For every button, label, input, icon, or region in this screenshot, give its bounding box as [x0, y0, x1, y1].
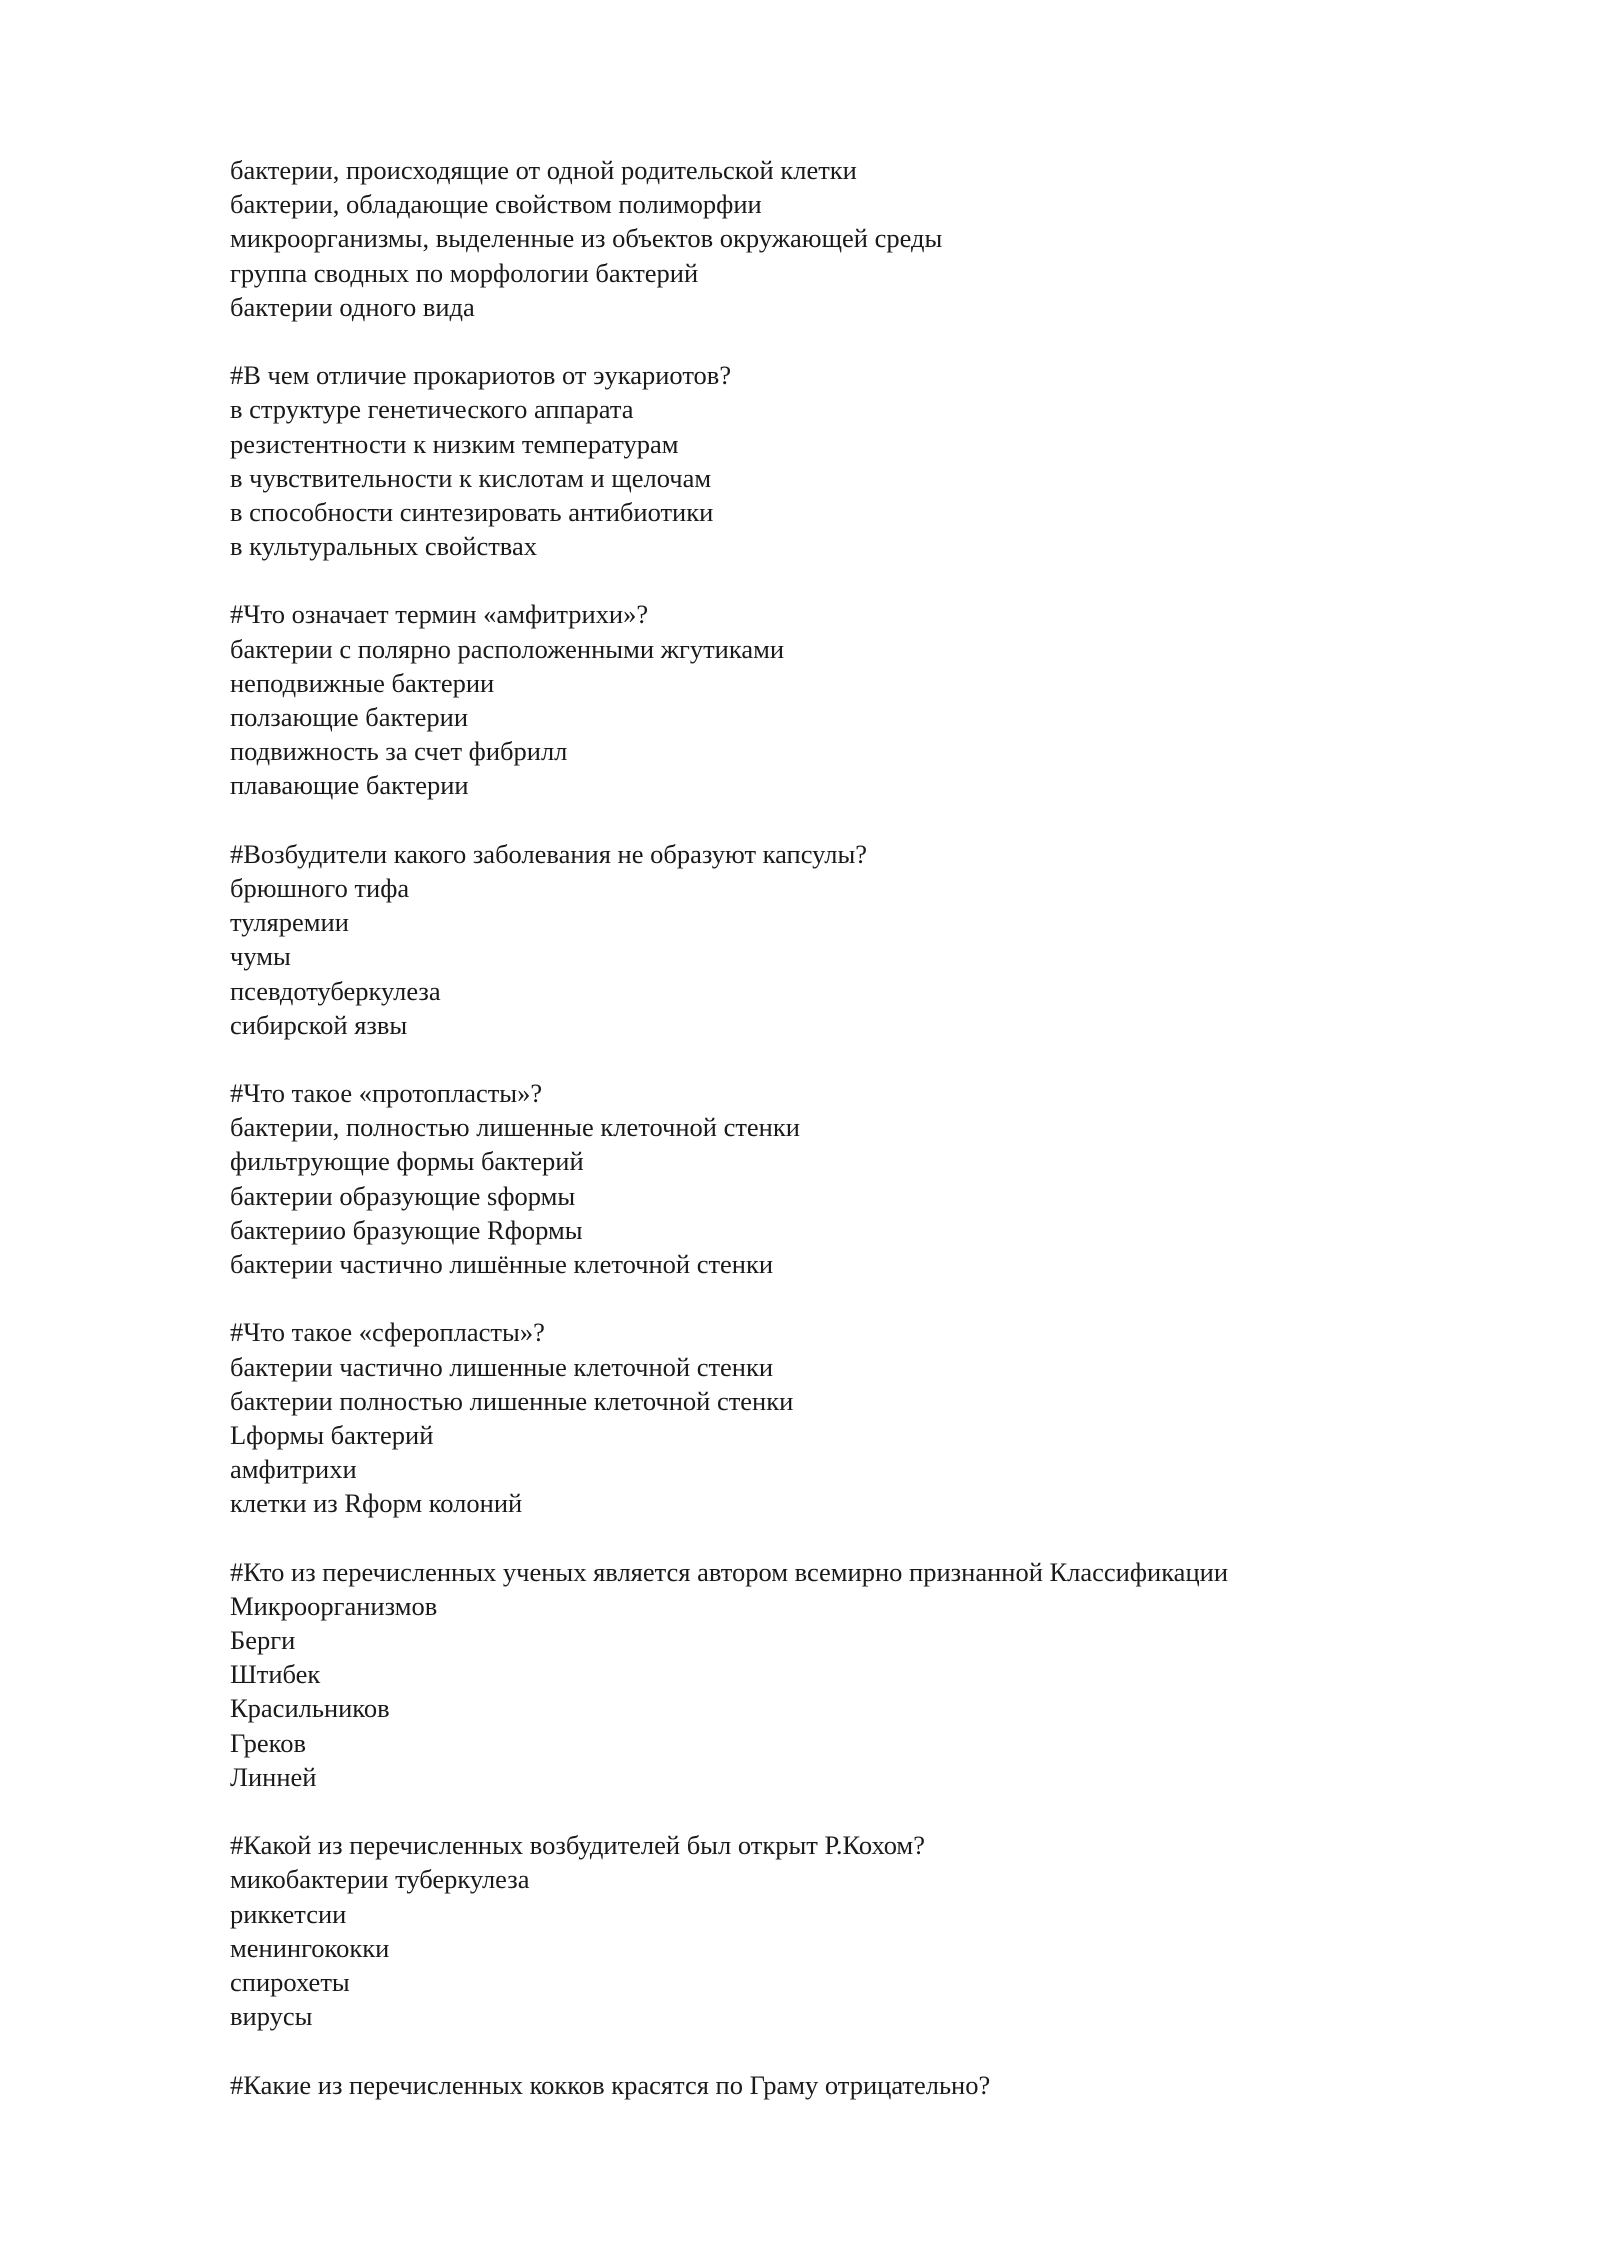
answer-option: Штибек [230, 1659, 321, 1690]
answer-option: брюшного тифа [230, 872, 410, 903]
answer-option: в способности синтезировать антибиотики [230, 496, 714, 527]
answer-option: Линней [230, 1761, 317, 1792]
question-text: #Какие из перечисленных кокков красятся по Граму отрицательно? [230, 2069, 991, 2100]
answer-option: амфитрихи [230, 1454, 357, 1485]
answer-option: резистентности к низким температурам [230, 428, 679, 459]
answer-option: бактериио бразующие Rформы [230, 1214, 583, 1245]
answer-option: бактерии частично лишенные клеточной стенки [230, 1351, 774, 1382]
answer-option: бактерии частично лишённые клеточной стенки [230, 1249, 774, 1279]
answer-option: в чувствительности к кислотам и щелочам [230, 462, 712, 493]
answer-option: неподвижные бактерии [230, 667, 495, 698]
question-text: #Возбудители какого заболевания не образуют капсулы? [230, 838, 868, 869]
answer-option: сибирской язвы [230, 1009, 408, 1040]
answer-option: чумы [230, 941, 291, 972]
answer-option: псевдотуберкулеза [230, 975, 441, 1006]
question-text: #Какой из перечисленных возбудителей был открыт Р.Кохом? [230, 1830, 925, 1861]
question-text: #В чем отличие прокариотов от эукариотов? [230, 360, 732, 391]
question-block [230, 1555, 1430, 1794]
answer-option: фильтрующие формы бактерий [230, 1146, 584, 1177]
answer-option: Lформы бактерий [230, 1419, 434, 1450]
answer-option: в структуре генетического аппарата [230, 394, 634, 425]
answer-option: спирохеты [230, 1966, 350, 1997]
question-text: #Что означает термин «амфитрихи»? [230, 599, 649, 630]
question-text: #Что такое «протопласты»? [230, 1078, 543, 1109]
question-text-continued: Микроорганизмов [230, 1590, 438, 1621]
question-block [230, 358, 1430, 563]
answer-option: бактерии одного вида [230, 291, 475, 322]
answer-option: риккетсии [230, 1898, 347, 1929]
question-block [230, 1315, 1430, 1520]
question-block [230, 597, 1430, 802]
question-block [230, 837, 1430, 1042]
answer-option: микроорганизмы, выделенные из объектов окружающей среды [230, 223, 943, 254]
question-block [230, 1076, 1430, 1281]
document-text [230, 153, 1430, 2102]
question-block [230, 2068, 1430, 2102]
answer-option: Красильников [230, 1693, 390, 1724]
answer-option: бактерии образующие sформы [230, 1180, 576, 1211]
answer-option: плавающие бактерии [230, 770, 469, 801]
answer-option: менингококки [230, 1932, 390, 1963]
answer-option: бактерии полностью лишенные клеточной стенки [230, 1385, 794, 1416]
question-text: #Кто из перечисленных ученых является автором всемирно признанной Классификации [230, 1556, 1228, 1587]
question-block [230, 153, 1430, 324]
answer-option: ползающие бактерии [230, 702, 469, 732]
answer-option: бактерии, происходящие от одной родительской клетки [230, 155, 857, 185]
answer-option: клетки из Rформ колоний [230, 1488, 523, 1519]
answer-option: туляремии [230, 907, 349, 938]
question-block [230, 1828, 1430, 2033]
answer-option: Греков [230, 1727, 306, 1758]
answer-option: подвижность за счет фибрилл [230, 736, 568, 767]
answer-option: в культуральных свойствах [230, 531, 537, 562]
answer-option: Берги [230, 1625, 296, 1656]
answer-option: вирусы [230, 2001, 313, 2032]
question-text: #Что такое «сферопласты»? [230, 1317, 545, 1348]
answer-option: бактерии с полярно расположенными жгутиками [230, 633, 785, 664]
answer-option: бактерии, обладающие свойством полиморфии [230, 189, 762, 220]
answer-option: группа сводных по морфологии бактерий [230, 257, 699, 288]
answer-option: микобактерии туберкулеза [230, 1864, 530, 1895]
answer-option: бактерии, полностью лишенные клеточной стенки [230, 1112, 800, 1143]
